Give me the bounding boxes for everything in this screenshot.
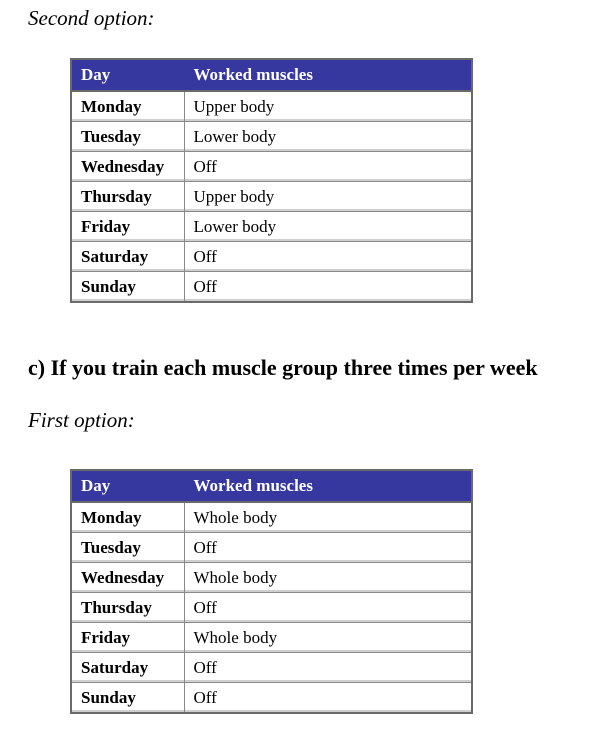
table-row: [71, 653, 472, 683]
day-cell: Tuesday: [71, 122, 184, 152]
section-c-heading: c) If you train each muscle group three times per week: [28, 355, 538, 380]
day-cell: Wednesday: [71, 563, 184, 593]
muscles-cell: Lower body: [184, 212, 472, 242]
day-cell: Friday: [71, 212, 184, 242]
day-cell: Sunday: [71, 683, 184, 714]
muscles-cell: Off: [184, 533, 472, 563]
table-row: [71, 502, 472, 533]
day-cell: Saturday: [71, 242, 184, 272]
muscles-cell: Off: [184, 152, 472, 182]
header-worked-muscles: Worked muscles: [184, 59, 472, 91]
muscles-cell: Whole body: [184, 502, 472, 533]
table-header-row: [71, 59, 472, 91]
muscles-cell: Off: [184, 242, 472, 272]
first-option-label: First option:: [28, 408, 135, 432]
table-row: [71, 242, 472, 272]
muscles-cell: Off: [184, 653, 472, 683]
schedule-table-first-option: [70, 469, 473, 714]
table-row: [71, 212, 472, 242]
day-cell: Friday: [71, 623, 184, 653]
table-row: [71, 533, 472, 563]
header-day: Day: [71, 470, 184, 502]
table-row: [71, 122, 472, 152]
day-cell: Tuesday: [71, 533, 184, 563]
muscles-cell: Off: [184, 683, 472, 714]
muscles-cell: Upper body: [184, 91, 472, 122]
muscles-cell: Upper body: [184, 182, 472, 212]
day-cell: Monday: [71, 502, 184, 533]
table-row: [71, 623, 472, 653]
muscles-cell: Whole body: [184, 623, 472, 653]
day-cell: Thursday: [71, 182, 184, 212]
table-row: [71, 593, 472, 623]
second-option-label: Second option:: [28, 6, 155, 30]
schedule-table-second-option: [70, 58, 473, 303]
muscles-cell: Lower body: [184, 122, 472, 152]
day-cell: Thursday: [71, 593, 184, 623]
header-worked-muscles: Worked muscles: [184, 470, 472, 502]
day-cell: Saturday: [71, 653, 184, 683]
table-row: [71, 152, 472, 182]
day-cell: Sunday: [71, 272, 184, 303]
table-header-row: [71, 470, 472, 502]
table-row: [71, 91, 472, 122]
table-row: [71, 683, 472, 714]
table-row: [71, 182, 472, 212]
day-cell: Wednesday: [71, 152, 184, 182]
table-row: [71, 563, 472, 593]
muscles-cell: Off: [184, 272, 472, 303]
day-cell: Monday: [71, 91, 184, 122]
muscles-cell: Whole body: [184, 563, 472, 593]
header-day: Day: [71, 59, 184, 91]
table-row: [71, 272, 472, 303]
muscles-cell: Off: [184, 593, 472, 623]
